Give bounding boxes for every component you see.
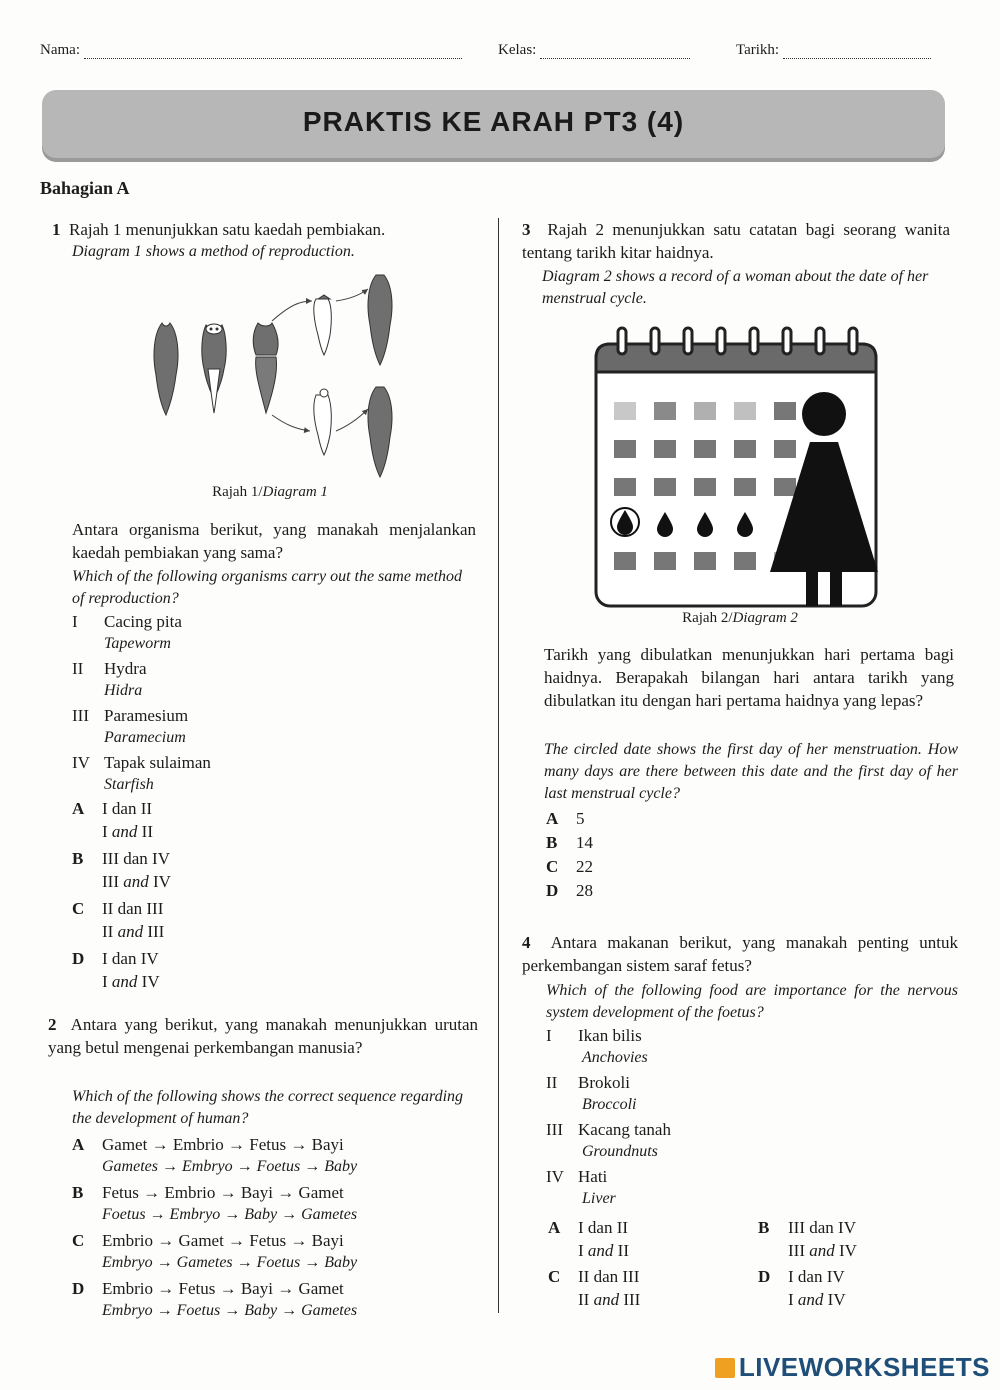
option-text-my: I dan II: [102, 799, 153, 818]
option-text-en: Embryo → Gametes → Foetus → Baby: [102, 1254, 358, 1271]
q1-option-d[interactable]: [72, 947, 171, 993]
q4-stem: [522, 931, 958, 977]
option-text-my: Fetus → Embrio → Bayi → Gamet: [102, 1183, 344, 1202]
option-en-a: I: [578, 1241, 584, 1260]
option-label: A: [548, 1218, 561, 1237]
option-en-b: IV: [152, 872, 171, 891]
option-en-and: and: [123, 872, 149, 891]
q3-option-d[interactable]: [546, 879, 593, 902]
nama-label: Nama:: [40, 42, 80, 58]
diagram-2-calendar: [588, 322, 884, 612]
q3-number: 3: [522, 220, 531, 239]
tarikh-field: [736, 42, 931, 59]
nama-line[interactable]: [84, 46, 462, 59]
option-en-b: III: [623, 1290, 641, 1309]
diagram-2-caption-en: Diagram 2: [732, 610, 798, 626]
q4-option-c[interactable]: [548, 1265, 640, 1311]
section-heading: Bahagian A: [40, 178, 130, 198]
q2-option-d[interactable]: [72, 1277, 357, 1322]
diagram-1-caption: [130, 484, 410, 501]
option-text-my: Gamet → Embrio → Fetus → Bayi: [102, 1135, 344, 1154]
option-label: B: [72, 849, 84, 868]
q4-option-d[interactable]: [758, 1265, 846, 1311]
q4-item-my: Kacang tanah: [578, 1120, 671, 1139]
q4-stem-my: Antara makanan berikut, yang manakah penting untuk perkembangan sistem saraf fetus?: [522, 933, 958, 975]
option-en-a: I: [788, 1290, 794, 1309]
option-en-b: IV: [141, 972, 160, 991]
option-label: C: [72, 899, 85, 918]
q1-item-en: Paramecium: [104, 729, 186, 746]
q2-stem-en: Which of the following shows the correct sequence regarding the development of human?: [72, 1088, 464, 1127]
q1-item-roman: IV: [72, 753, 90, 772]
column-divider: [498, 218, 499, 1313]
q4-item-roman: IV: [546, 1167, 564, 1186]
option-en-a: III: [102, 872, 119, 891]
option-text-my: III dan IV: [788, 1218, 856, 1237]
q1-item-roman: III: [72, 706, 89, 725]
q4-stem-en: Which of the following food are importance for the nervous system development of the foetus?: [546, 982, 958, 1021]
option-text-en: Foetus → Embryo → Baby → Gametes: [102, 1206, 358, 1223]
q4-item-en: Anchovies: [582, 1049, 648, 1066]
option-en-and: and: [111, 972, 138, 991]
page-title: PRAKTIS KE ARAH PT3 (4): [302, 106, 685, 137]
option-label: D: [72, 949, 85, 968]
planaria-3-shape: [253, 323, 278, 413]
q2-option-a[interactable]: [72, 1133, 357, 1178]
option-en-b: II: [141, 822, 153, 841]
option-en-a: I: [102, 972, 108, 991]
q3-question-en: The circled date shows the first day of her menstruation. How many days are there between this date and the first day of her last menstrual cycle?: [544, 741, 958, 802]
q4-item-roman: III: [546, 1120, 563, 1139]
diagram-2-caption-my: Rajah 2/: [682, 610, 733, 626]
q3-option-c[interactable]: [546, 855, 593, 878]
q1-question-en: Which of the following organisms carry out the same method of reproduction?: [72, 568, 463, 607]
option-en-b: III: [147, 922, 165, 941]
option-text-my: III dan IV: [102, 849, 170, 868]
option-label: D: [758, 1267, 771, 1286]
q3-question-my: Tarikh yang dibulatkan menunjukkan hari pertama bagi haidnya. Berapakah bilangan hari antara tarikh yang dibulatkan itu dengan hari pertama haidnya yang lepas?: [544, 645, 954, 710]
q1-item-roman: II: [72, 659, 84, 678]
q4-item-en: Liver: [582, 1190, 616, 1207]
q1-stem: [52, 218, 385, 241]
planaria-regen-top: [314, 275, 392, 365]
option-text-my: II dan III: [578, 1267, 640, 1286]
option-label: D: [546, 881, 559, 900]
q3-stem: [522, 218, 950, 264]
q4-item-my: Brokoli: [578, 1073, 630, 1092]
option-en-a: II: [578, 1290, 590, 1309]
q1-item-en: Tapeworm: [104, 635, 171, 652]
q1-item-my: Tapak sulaiman: [104, 753, 211, 772]
option-en-and: and: [797, 1290, 824, 1309]
q1-item-my: Cacing pita: [104, 612, 182, 631]
q4-number: 4: [522, 933, 531, 952]
q2-option-c[interactable]: [72, 1229, 357, 1274]
q4-option-a[interactable]: [548, 1216, 629, 1262]
q4-item-roman: II: [546, 1073, 558, 1092]
q2-stem: [48, 1013, 478, 1059]
option-en-and: and: [117, 922, 144, 941]
q2-option-b[interactable]: [72, 1181, 357, 1226]
option-en-b: II: [617, 1241, 629, 1260]
option-label: B: [758, 1218, 770, 1237]
liveworksheets-logo[interactable]: [715, 1352, 990, 1383]
option-text-my: I dan IV: [102, 949, 159, 968]
q1-question-my: Antara organisma berikut, yang manakah menjalankan kaedah pembiakan yang sama?: [72, 520, 476, 562]
q3-options: [546, 807, 593, 902]
option-label: B: [546, 833, 558, 852]
kelas-line[interactable]: [540, 46, 690, 59]
option-en-a: II: [102, 922, 114, 941]
option-text-my: Embrio → Fetus → Bayi → Gamet: [102, 1279, 344, 1298]
q1-item-my: Paramesium: [104, 706, 189, 725]
option-value: 28: [576, 881, 593, 900]
option-label: A: [72, 1135, 85, 1154]
q1-item-en: Hidra: [104, 682, 143, 699]
q3-stem-my: Rajah 2 menunjukkan satu catatan bagi seorang wanita tentang tarikh kitar haidnya.: [522, 220, 951, 262]
q1-item-roman: I: [72, 612, 78, 631]
kelas-label: Kelas:: [498, 42, 537, 58]
q1-item-my: Hydra: [104, 659, 147, 678]
q3-stem-en: Diagram 2 shows a record of a woman about the date of her menstrual cycle.: [542, 268, 929, 307]
q1-option-a[interactable]: [72, 797, 171, 843]
q2-options: [72, 1133, 357, 1322]
option-label: C: [548, 1267, 561, 1286]
option-label: C: [72, 1231, 85, 1250]
option-label: A: [72, 799, 85, 818]
diagram-1-caption-my: Rajah 1/: [212, 484, 263, 500]
q4-item-roman: I: [546, 1026, 552, 1045]
option-text-en: Gametes → Embryo → Foetus → Baby: [102, 1158, 358, 1175]
q1-option-b[interactable]: [72, 847, 171, 893]
option-text-my: I dan IV: [788, 1267, 845, 1286]
option-value: 14: [576, 833, 593, 852]
planaria-1-shape: [154, 323, 178, 415]
option-text-en: Embryo → Foetus → Baby → Gametes: [102, 1302, 358, 1319]
q4-items: [546, 1024, 671, 1210]
tarikh-label: Tarikh:: [736, 42, 780, 58]
option-text-my: I dan II: [578, 1218, 629, 1237]
q1-option-c[interactable]: [72, 897, 171, 943]
q4-item-my: Hati: [578, 1167, 608, 1186]
q4-item-en: Groundnuts: [582, 1143, 658, 1160]
q1-options: [72, 797, 171, 993]
q1-item-en: Starfish: [104, 776, 154, 793]
q1-stem-en: Diagram 1 shows a method of reproduction.: [72, 243, 355, 260]
option-en-a: III: [788, 1241, 805, 1260]
q1-stem-my: Rajah 1 menunjukkan satu kaedah pembiakan.: [69, 220, 386, 239]
option-label: D: [72, 1279, 85, 1298]
q3-option-a[interactable]: [546, 807, 593, 830]
kelas-field: [498, 42, 690, 59]
option-en-b: IV: [838, 1241, 857, 1260]
planaria-2-shape: [202, 324, 226, 413]
option-value: 22: [576, 857, 593, 876]
q3-option-b[interactable]: [546, 831, 593, 854]
q4-item-my: Ikan bilis: [578, 1026, 642, 1045]
q2-stem-my: Antara yang berikut, yang manakah menunjukkan urutan yang betul mengenai perkembangan manusia?: [48, 1015, 478, 1057]
q4-item-en: Broccoli: [582, 1096, 637, 1113]
diagram-1-caption-en: Diagram 1: [262, 484, 328, 500]
logo-text: LIVEWORKSHEETS: [738, 1352, 990, 1382]
diagram-1-planaria: [140, 265, 400, 485]
q4-option-b[interactable]: [758, 1216, 857, 1262]
planaria-regen-bottom: [314, 387, 392, 477]
option-en-a: I: [102, 822, 108, 841]
option-en-b: IV: [827, 1290, 846, 1309]
nama-field: [40, 42, 462, 59]
title-banner: [42, 90, 945, 158]
option-label: C: [546, 857, 559, 876]
option-en-and: and: [593, 1290, 620, 1309]
tarikh-line[interactable]: [783, 46, 931, 59]
option-text-my: II dan III: [102, 899, 164, 918]
diagram-2-caption: [600, 610, 880, 627]
q1-number: 1: [52, 220, 61, 239]
logo-icon: [715, 1358, 735, 1378]
q2-number: 2: [48, 1015, 57, 1034]
option-label: B: [72, 1183, 84, 1202]
option-label: A: [546, 809, 559, 828]
option-text-my: Embrio → Gamet → Fetus → Bayi: [102, 1231, 344, 1250]
q1-items: [72, 610, 211, 796]
option-value: 5: [576, 809, 585, 828]
option-en-and: and: [809, 1241, 835, 1260]
option-en-and: and: [587, 1241, 614, 1260]
option-en-and: and: [111, 822, 138, 841]
